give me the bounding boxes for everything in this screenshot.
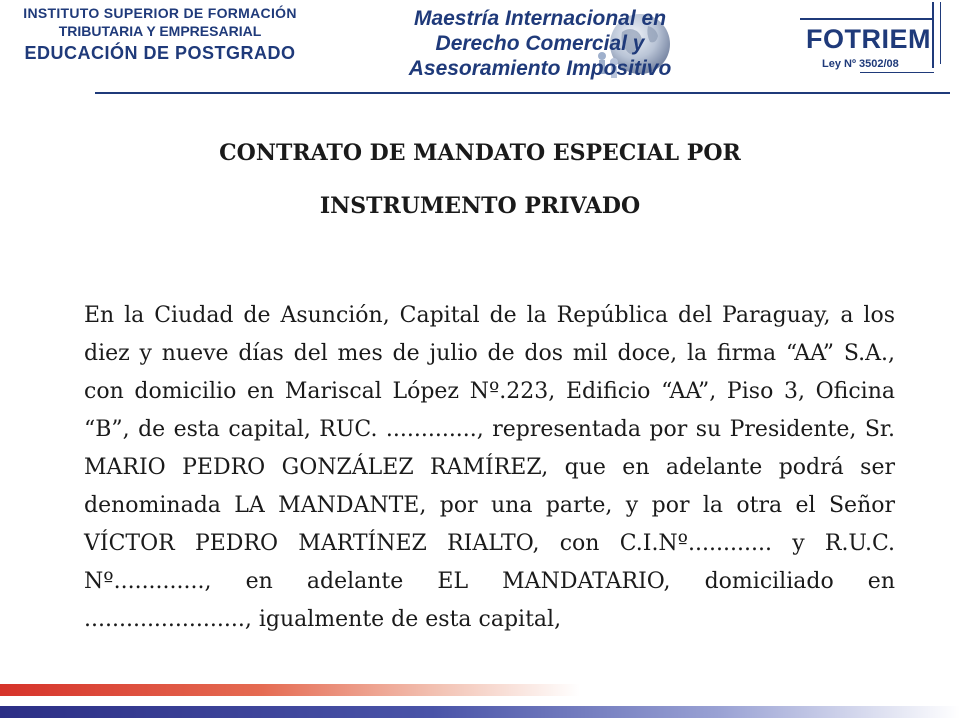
logo-frame-line (932, 2, 934, 68)
program-line-1: Maestría Internacional en (413, 7, 667, 30)
institute-line-1: INSTITUTO SUPERIOR DE FORMACIÓN (23, 5, 297, 21)
logo-frame-line (940, 2, 941, 64)
document-title-line-2: INSTRUMENTO PRIVADO (319, 193, 641, 219)
document-title-line-1: CONTRATO DE MANDATO ESPECIAL POR (219, 140, 741, 166)
logo-frame-line (800, 18, 932, 20)
fotriem-name: FOTRIEM (806, 24, 931, 54)
program-line-3: Asesoramiento Impositivo (408, 57, 672, 80)
institute-line-2: TRIBUTARIA Y EMPRESARIAL (58, 23, 262, 39)
fotriem-law: Ley Nº 3502/08 (822, 58, 899, 70)
program-logo (330, 6, 750, 84)
footer-red-stripe (0, 684, 580, 696)
contract-paragraph: En la Ciudad de Asunción, Capital de la República del Paraguay, a los diez y nueve días del mes de julio de dos mil doce, la firma “AA” S.A., con domicilio en Mariscal López Nº.223, Edificio “AA”, Piso 3, Oficina “B”, de esta capital, RUC. ............., representada por su Presidente, Sr. MARIO PEDRO GONZÁLEZ RAMÍREZ, que en adelante podrá ser denominada LA MANDANTE, por una parte, y por la otra el Señor VÍCTOR PEDRO MARTÍNEZ RIALTO, con C.I.Nº............ y R.U.C. Nº............., en adelante EL MANDATARIO, domiciliado en ......................., igualmente de esta capital, (84, 303, 895, 632)
fotriem-logo (800, 16, 940, 80)
institute-line-3: EDUCACIÓN DE POSTGRADO (24, 43, 296, 63)
program-line-2: Derecho Comercial y (435, 32, 645, 55)
institute-logo (10, 4, 310, 66)
logo-frame-line (860, 72, 934, 73)
header-divider (95, 92, 950, 94)
footer-blue-stripe (0, 706, 960, 718)
